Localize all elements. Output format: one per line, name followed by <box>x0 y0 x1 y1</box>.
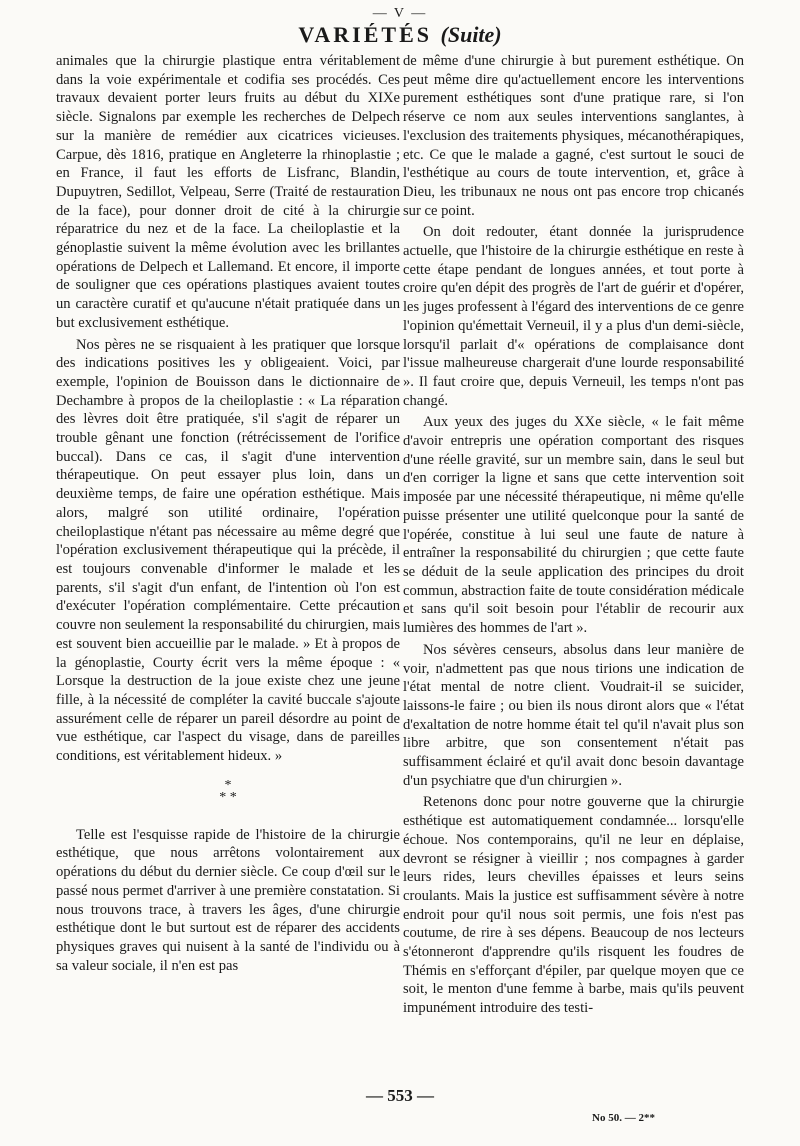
page-title <box>0 22 800 48</box>
left-paragraph-3: Telle est l'esquisse rapide de l'histoire de la chirurgie esthétique, que nous arrêtons volontairement aux opérations du début du dernier siècle. Ce coup d'œil sur le passé nous permet d'arriver à une première constatation. Si nous trouvons trace, à travers les âges, d'une chirurgie esthétique dont le but surtout est de réparer des accidents physiques graves qui nuisent à la santé de l'individu ou à sa valeur sociale, il n'en est pas <box>56 826 400 974</box>
section-separator <box>56 777 400 805</box>
right-paragraph-1: de même d'une chirurgie à but purement esthétique. On peut même dire qu'actuellement encore les interventions purement esthétiques sont d'une pratique rare, si l'on réserve ce nom aux seules interventions sanglantes, à l'exclusion des traitements physiques, mécanothérapiques, etc. Ce que le malade a gagné, c'est surtout le souci de l'esthétique au cours de toute intervention, et, grâce à Dieu, les tribunaux ne nous ont pas encore trop chicanés sur ce point. <box>403 53 744 219</box>
left-paragraph-1: animales que la chirurgie plastique entra véritablement dans la voie expérimentale et codifia ses procédés. Ces travaux devaient porter leurs fruits au début du XIXe siècle. Signalons par exemple les recherches de Delpech sur la manière de remédier aux cicatrices vicieuses. Carpue, dès 1816, pratique en Angleterre la rhinoplastie ; en France, il faut les efforts de Lisfranc, Blandin, Dupuytren, Sedillot, Velpeau, Serre (Traité de restauration de la face), pour donner droit de cité à la chirurgie réparatrice du nez et de la face. La cheiloplastie et la génoplastie suivent la même évolution avec les brillantes opérations de Delpech et Lallemand. Et encore, il importe de souligner que ces opérations plastiques avaient toutes un caractère curatif et qu'aucune n'était pratiquée dans un but exclusivement esthétique. <box>56 53 400 331</box>
issue-signature: No 50. — 2** <box>592 1112 655 1124</box>
right-paragraph-5: Retenons donc pour notre gouverne que la chirurgie esthétique est automatiquement condamnée... lorsqu'elle échoue. Nos contemporains, qu'il ne leur en déplaise, devront se résigner à vieillir ; nos compagnes à garder leurs rides, leurs chevilles épaisses et leurs seins croulants. Mais la justice est suffisamment sévère à notre endroit pour qu'il nous soit permis, une fois n'est pas coutume, de rire à ses dépens. Beaucoup de nos lecteurs s'étonneront d'apprendre qu'ils risquent les foudres de Thémis en s'efforçant d'épiler, par quelque moyen que ce soit, le menton d'une femme à barbe, mais qu'ils peuvent impunément introduire des testi- <box>403 794 744 1017</box>
separator-stars-bottom: * * <box>219 789 237 805</box>
left-paragraph-2: Nos pères ne se risquaient à les pratiquer que lorsque des indications positives les y obligeaient. Voici, par exemple, l'opinion de Bouisson dans le dictionnaire de Dechambre à propos de la cheiloplastie : « La réparation des lèvres doit être pratiquée, s'il s'agit de réparer un trouble gênant une fonction (rétrécissement de l'orifice buccal). Dans ce cas, il s'agit d'une intervention thérapeutique. On peut essayer plus loin, dans un deuxième temps, de faire une opération esthétique. Mais alors, malgré son utilité ordinaire, l'opération cheiloplastique n'étant pas nécessaire au même degré que l'opération exclusivement thérapeutique qui la précède, il est toujours convenable d'informer le malade et les parents, s'il s'agit d'un enfant, de l'intention où l'on est d'exécuter l'opération complémentaire. Cette précaution couvre non seulement la responsabilité du chirurgien, mais est souvent bien accueillie par le malade. » Et à propos de la génoplastie, Courty écrit vers la même époque : « Lorsque la destruction de la joue existe chez une jeune fille, à la nécessité de compléter la cavité buccale s'ajoute assurément celle de réparer un pareil désordre au point de vue esthétique, car l'aspect du visage, dans de pareilles conditions, est véritablement hideux. » <box>56 336 400 765</box>
right-column <box>403 52 744 1021</box>
title-suffix: (Suite) <box>440 22 502 47</box>
right-paragraph-3: Aux yeux des juges du XXe siècle, « le fait même d'avoir entrepris une opération comportant des risques d'une réelle gravité, sur un membre sain, dans le seul but d'en corriger la ligne et sans que cette intervention soit imposée par une nécessité thérapeutique, ni même qu'elle puisse présenter une utilité quelconque pour la santé de l'opérée, constitue à lui seul une faute de nature à entraîner la responsabilité du chirurgien ; que cette faute se déduit de la seule application des principes du droit commun, abstraction faite de toute considération médicale et sans qu'il soit besoin pour l'établir de recourir aux lumières des hommes de l'art ». <box>403 414 744 637</box>
left-column <box>56 52 400 978</box>
separator-star-top: * <box>224 777 232 793</box>
right-paragraph-4: Nos sévères censeurs, absolus dans leur manière de voir, n'admettent pas que nous tirions une indication de l'état mental de notre client. Voudrait-il se suicider, laissons-le faire ; ou bien ils nous diront alors que « l'état d'exaltation de notre homme était tel qu'il n'avait plus son libre arbitre, que son consentement n'était pas suffisamment éclairé et qu'il avait donc besoin davantage d'un psychiatre que d'un chirurgien ». <box>403 641 744 789</box>
page-number: — 553 — <box>366 1086 434 1105</box>
title-text: VARIÉTÉS <box>298 22 433 47</box>
section-mark: — V — <box>372 6 428 21</box>
right-paragraph-2: On doit redouter, étant donnée la jurisprudence actuelle, que l'histoire de la chirurgie esthétique en reste à cette étape pendant de longues années, et tout porte à croire qu'en dépit des progrès de l'art de guérir et d'opérer, les juges professent à l'égard des interventions de ce genre l'opinion qu'émettait Verneuil, il y a plus d'un demi-siècle, lorsqu'il parlait d'« opérations de complaisance dont l'issue malheureuse chargerait d'une lourde responsabilité ». Il faut croire que, depuis Verneuil, les temps n'ont pas changé. <box>403 224 744 409</box>
